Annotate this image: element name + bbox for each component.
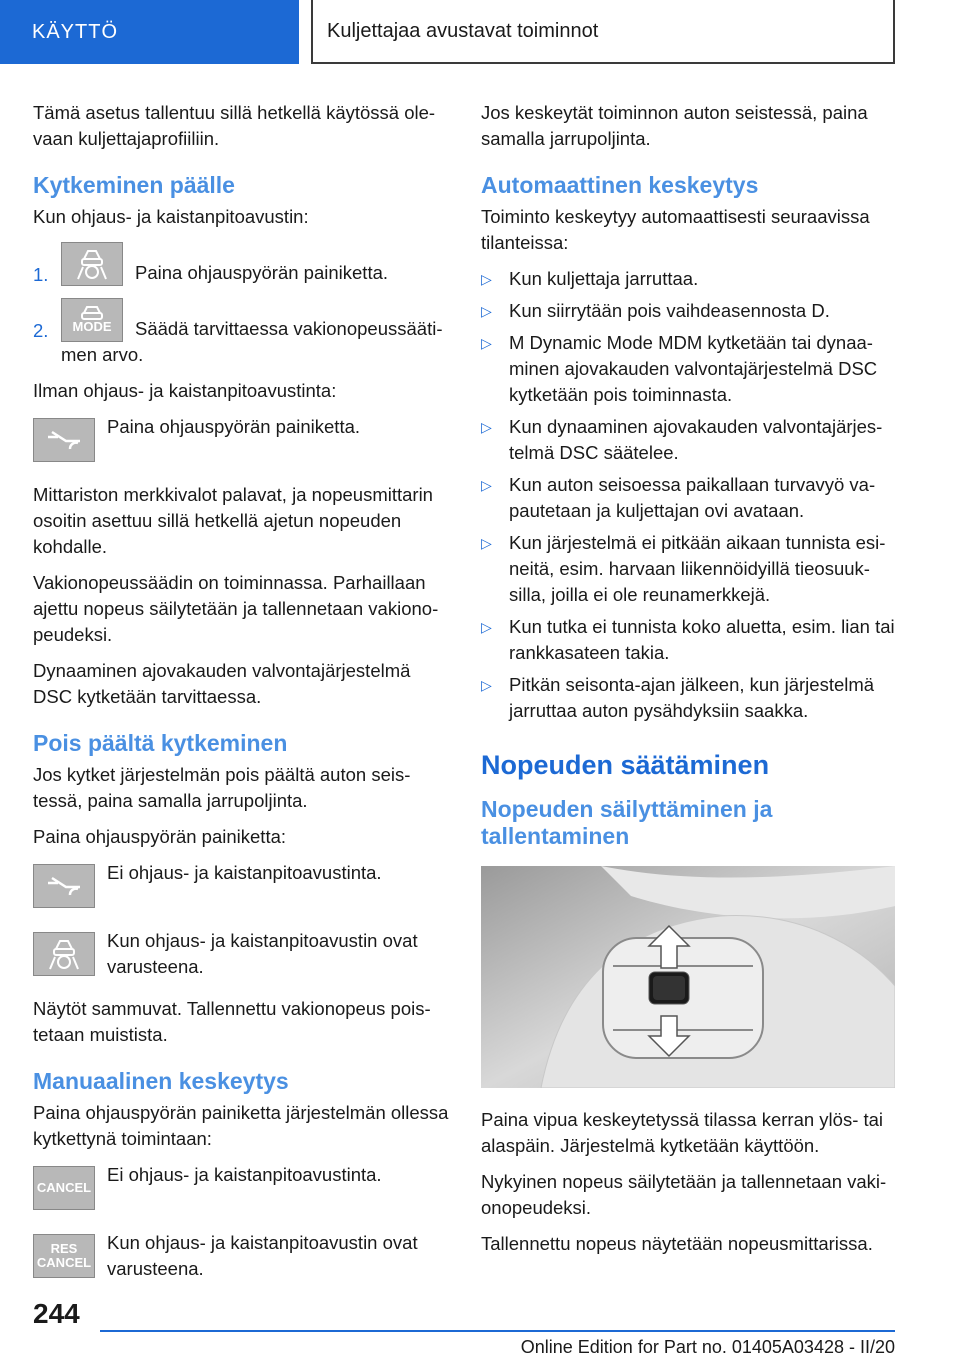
res-label: RES <box>50 1241 78 1256</box>
without-assist-row <box>33 414 451 472</box>
after-text-3: Tallennettu nopeus näytetään nopeusmittarissa. <box>481 1233 873 1254</box>
list-item: ▷ Kun auton seisoessa paikallaan turvavyö vapautetaan ja kuljettajan ovi avataan. <box>481 474 876 521</box>
off-press: Paina ohjauspyörän painiketta: <box>33 826 287 847</box>
page-number: 244 <box>33 1298 80 1329</box>
cruise-control-icon <box>33 864 95 908</box>
bullet-arrow-icon: ▷ <box>481 477 492 493</box>
right-column <box>481 100 899 1267</box>
heading-auto: Automaattinen keskeytys <box>481 172 759 198</box>
bullet-arrow-icon: ▷ <box>481 535 492 551</box>
heading-switch-off: Pois päältä kytkeminen <box>33 730 288 756</box>
list-item: ▷ Kun kuljettaja jarruttaa. <box>481 266 899 292</box>
section-tab: KÄYTTÖ <box>0 0 299 64</box>
list-item: ▷ Kun järjestelmä ei pitkään aikaan tunnista esineitä, esim. harvaan liikennöidyillä tieosuuksilla, joilla ei ole reunamerkkejä. <box>481 532 886 605</box>
list-item: ▷ Kun siirrytään pois vaihdeasennosta D. <box>481 298 899 324</box>
without-assist-text: Ilman ohjaus- ja kaistanpitoavustinta: <box>33 380 337 401</box>
intro-text: Tämä asetus tallentuu sillä hetkellä käytössä olevaan kuljettajaprofiiliin. <box>33 102 436 149</box>
manual-intro: Paina ohjauspyörän painiketta järjestelmän ollessa kytkettynä toimintaan: <box>33 1102 449 1149</box>
heading-speed: Nopeuden säätäminen <box>481 750 770 780</box>
list-item: ▷ Pitkän seisonta-ajan jälkeen, kun järjestelmä jarruttaa auton pysähdyksiin saakka. <box>481 674 875 721</box>
mode-label: MODE <box>72 319 112 334</box>
on-intro: Kun ohjaus- ja kaistanpitoavustin: <box>33 206 309 227</box>
left-column <box>33 100 451 1298</box>
paragraph-2: Vakionopeussäädin on toiminnassa. Parhaillaan ajettu nopeus säilytetään ja tallennetaan vakionopeudeksi. <box>33 572 439 645</box>
step-2-text: Säädä tarvittaessa vakionopeussääti- <box>135 318 443 339</box>
step-1 <box>33 240 451 286</box>
page-header <box>0 0 960 66</box>
cancel-label: CANCEL <box>36 1180 92 1195</box>
bullet-arrow-icon: ▷ <box>481 335 492 351</box>
res-cancel-label: CANCEL <box>36 1255 92 1270</box>
off-option-b: Kun ohjaus- ja kaistanpitoavustin ovat varusteena. <box>107 930 418 977</box>
list-item: ▷ M Dynamic Mode MDM kytketään tai dynaaminen ajovakauden valvontajärjestelmä DSC kytketään pois toiminnasta. <box>481 332 878 405</box>
paragraph-1: Mittariston merkkivalot palavat, ja nopeusmittarin osoitin asettuu sillä hetkellä ajetun nopeuden kohdalle. <box>33 484 433 557</box>
without-assist-instruction: Paina ohjauspyörän painiketta. <box>107 416 361 437</box>
res-cancel-button-icon <box>33 1234 95 1278</box>
off-row-a <box>33 860 451 918</box>
cruise-control-icon <box>33 418 95 462</box>
manual-option-a: Ei ohjaus- ja kaistanpitoavustinta. <box>107 1164 382 1185</box>
after-text-2: Nykyinen nopeus säilytetään ja tallennetaan vakionopeudeksi. <box>481 1171 887 1218</box>
auto-list <box>481 266 899 724</box>
cancel-button-icon <box>33 1166 95 1210</box>
bullet-arrow-icon: ▷ <box>481 619 492 635</box>
off-end: Näytöt sammuvat. Tallennettu vakionopeus poistetaan muistista. <box>33 998 431 1045</box>
step-2 <box>33 296 451 368</box>
step-2-continuation: men arvo. <box>61 344 144 365</box>
lane-assist-icon <box>33 932 95 976</box>
step-2-number: 2. <box>33 320 49 341</box>
chapter-title: Kuljettajaa avustavat toiminnot <box>311 0 895 64</box>
list-item: ▷ Kun tutka ei tunnista koko aluetta, esim. lian tai rankkasateen takia. <box>481 616 895 663</box>
step-1-text: Paina ohjauspyörän painiketta. <box>135 262 389 283</box>
off-option-a: Ei ohjaus- ja kaistanpitoavustinta. <box>107 862 382 883</box>
off-intro: Jos kytket järjestelmän pois päältä auton seistessä, paina samalla jarrupoljinta. <box>33 764 411 811</box>
edition-text: Online Edition for Part no. 01405A03428 - II/20 <box>520 1337 895 1357</box>
manual-row-b <box>33 1230 451 1288</box>
bullet-arrow-icon: ▷ <box>481 271 492 287</box>
bullet-arrow-icon: ▷ <box>481 303 492 319</box>
manual-option-b: Kun ohjaus- ja kaistanpitoavustin ovat varusteena. <box>107 1232 418 1279</box>
heading-keep-speed: Nopeuden säilyttäminen ja tallentaminen <box>481 796 773 849</box>
bullet-arrow-icon: ▷ <box>481 419 492 435</box>
step-1-number: 1. <box>33 264 49 285</box>
bullet-arrow-icon: ▷ <box>481 677 492 693</box>
off-row-b <box>33 928 451 986</box>
heading-switch-on: Kytkeminen päälle <box>33 172 235 198</box>
lane-assist-icon <box>61 242 123 286</box>
paragraph-3: Dynaaminen ajovakauden valvontajärjestelmä DSC kytketään tarvittaessa. <box>33 660 411 707</box>
right-intro: Jos keskeytät toiminnon auton seistessä, paina samalla jarrupoljinta. <box>481 102 868 149</box>
list-item: ▷ Kun dynaaminen ajovakauden valvontajärjestelmä DSC säätelee. <box>481 416 883 463</box>
manual-row-a <box>33 1162 451 1220</box>
footer-divider <box>100 1330 895 1332</box>
steering-wheel-lever-illustration <box>481 866 895 1088</box>
heading-manual: Manuaalinen keskeytys <box>33 1068 289 1094</box>
mode-button-icon <box>61 298 123 342</box>
auto-intro: Toiminto keskeytyy automaattisesti seuraavissa tilanteissa: <box>481 206 870 253</box>
after-text-1: Paina vipua keskeytetyssä tilassa kerran ylös- tai alaspäin. Järjestelmä kytketään käyttöön. <box>481 1109 884 1156</box>
